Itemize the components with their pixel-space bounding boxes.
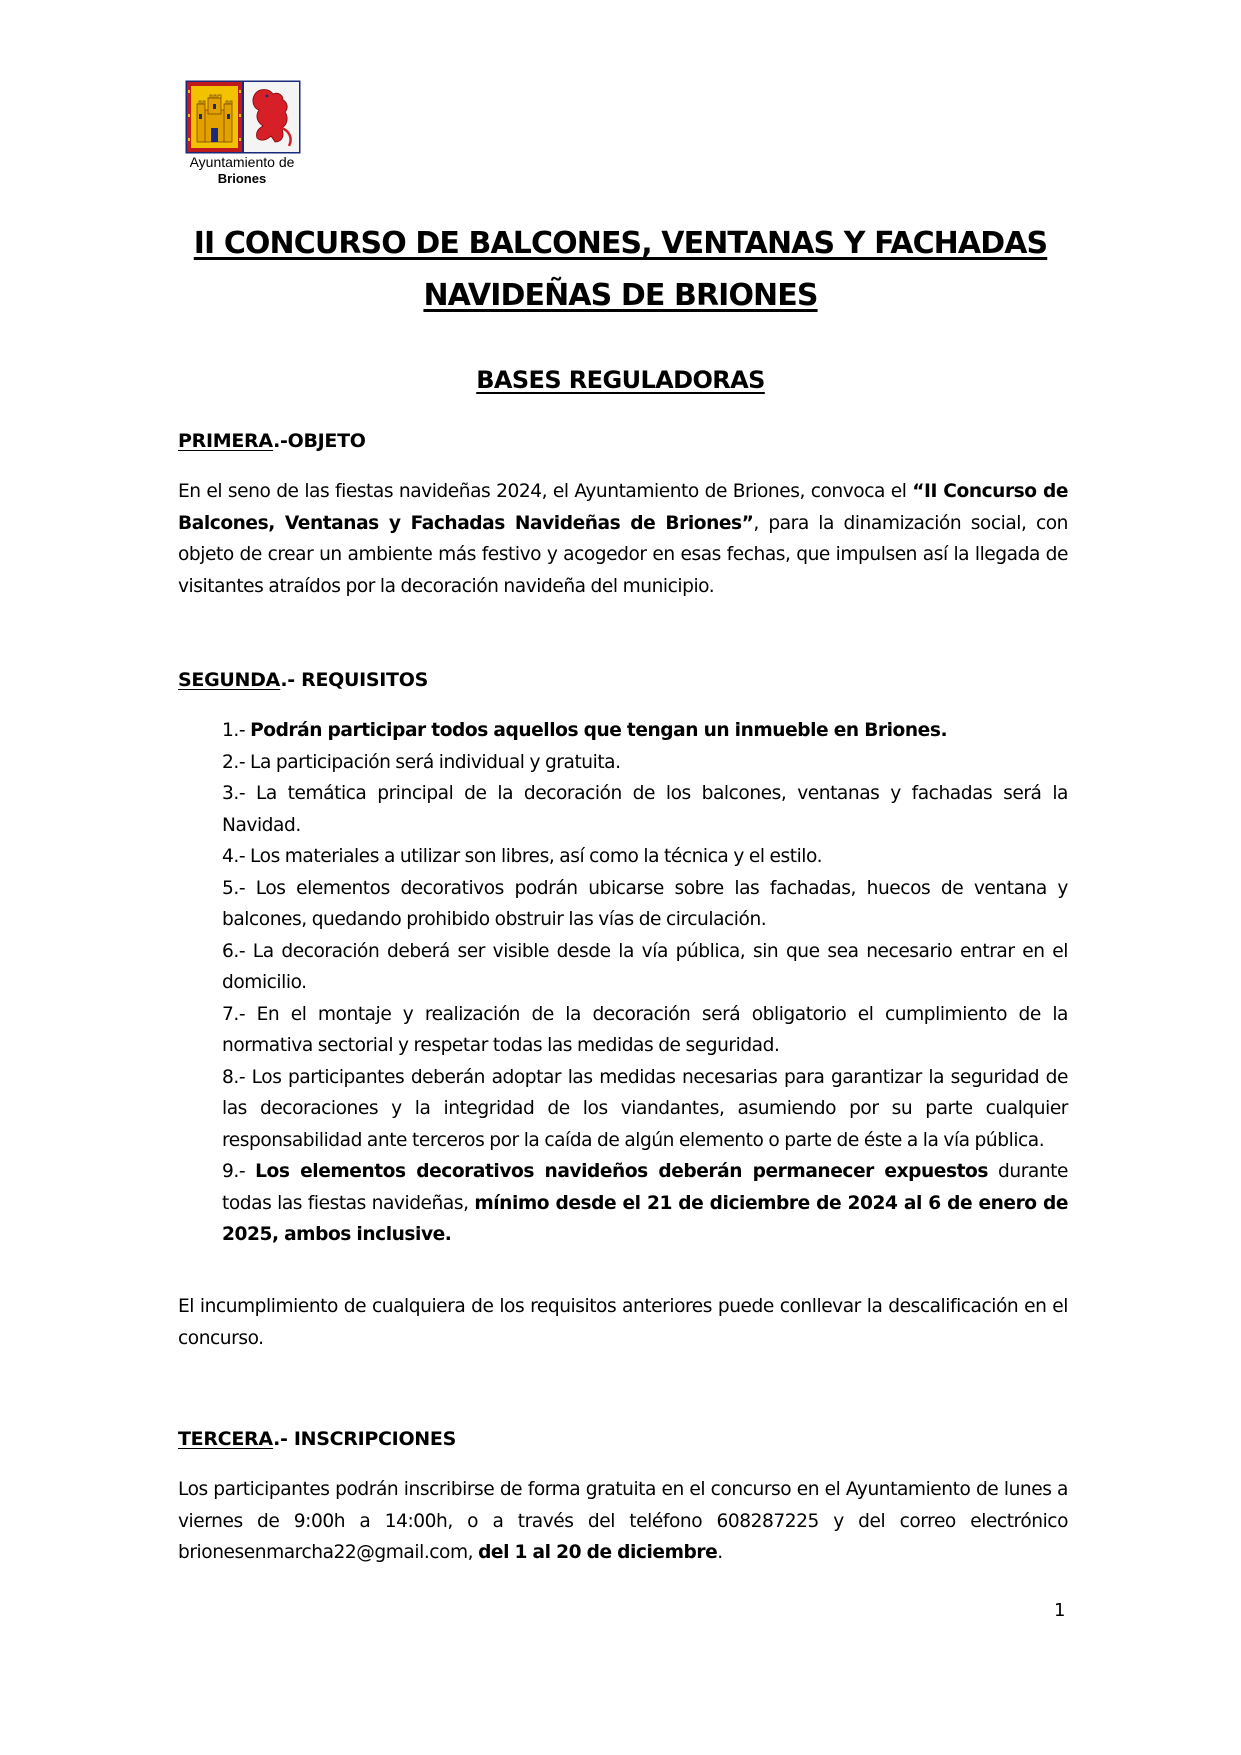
list-item: 5.- Los elementos decorativos podrán ubicarse sobre las fachadas, huecos de ventana y balcones, quedando prohibido obstruir las vías de circulación.: [222, 877, 1068, 930]
section-heading-ordinal: TERCERA: [178, 1428, 274, 1450]
section-heading-tercera: [178, 1428, 456, 1450]
item-number: 1.-: [222, 720, 251, 741]
section-heading-topic: .- REQUISITOS: [280, 669, 428, 691]
list-item: [222, 715, 1068, 747]
list-item: 2.- La participación será individual y gratuita.: [222, 751, 621, 773]
list-item: [222, 1156, 1068, 1251]
section-heading-topic: .-OBJETO: [273, 430, 366, 452]
paragraph-text: En el seno de las fiestas navideñas 2024, el Ayuntamiento de Briones, convoca el: [178, 481, 913, 502]
list-item: 4.- Los materiales a utilizar son libres, así como la técnica y el estilo.: [222, 846, 823, 867]
section-heading-ordinal: PRIMERA: [178, 430, 274, 452]
item-text-bold: mínimo desde el 21 de diciembre de 2024 al 6 de enero de 2025, ambos inclusive.: [222, 1192, 1068, 1245]
document-subtitle: BASES REGULADORAS: [476, 366, 765, 394]
item-text-bold: Podrán participar todos aquellos que tengan un inmueble en Briones.: [250, 720, 948, 741]
logo-org-line-2: Briones: [217, 171, 267, 186]
document-title-line-1: II CONCURSO DE BALCONES, VENTANAS Y FACHADAS: [193, 226, 1048, 261]
document-title-line-2: NAVIDEÑAS DE BRIONES: [423, 278, 818, 313]
requirements-closing-paragraph: El incumplimiento de cualquiera de los requisitos anteriores puede conllevar la descalificación en el concurso.: [178, 1296, 1068, 1349]
section-heading-ordinal: SEGUNDA: [178, 669, 281, 691]
section-heading-segunda: [178, 669, 428, 691]
section-heading-primera: [178, 430, 366, 452]
section-primera-paragraph: [178, 476, 1068, 602]
coat-of-arms-icon: [185, 80, 301, 154]
list-item: 6.- La decoración deberá ser visible desde la vía pública, sin que sea necesario entrar en el domicilio.: [222, 940, 1068, 993]
item-text: durante todas las fiestas navideñas,: [222, 1161, 1068, 1214]
item-number: 9.-: [222, 1161, 256, 1182]
item-text-bold: Los elementos decorativos navideños deberán permanecer expuestos: [255, 1161, 988, 1182]
list-item: 7.- En el montaje y realización de la decoración será obligatorio el cumplimiento de la normativa sectorial y respetar todas las medidas de seguridad.: [222, 1003, 1068, 1056]
list-item: 3.- La temática principal de la decoración de los balcones, ventanas y fachadas será la Navidad.: [222, 783, 1068, 836]
registration-dates-bold: del 1 al 20 de diciembre: [478, 1542, 718, 1563]
paragraph-text: , para la dinamización social, con objeto de crear un ambiente más festivo y acogedor en esas fechas, que impulsen así la llegada de visitantes atraídos por la decoración navideña del municipio.: [178, 512, 1068, 597]
logo-org-line-1: Ayuntamiento de: [189, 154, 295, 170]
requirements-list: [222, 715, 1068, 1251]
list-item: 8.- Los participantes deberán adoptar las medidas necesarias para garantizar la seguridad de las decoraciones y la integridad de los viandantes, asumiendo por su parte cualquier responsabilidad ante terceros por la caída de algún elemento o parte de éste a la vía pública.: [222, 1066, 1068, 1151]
briones-coat-of-arms-logo: [178, 76, 306, 188]
contest-name-bold: “II Concurso de Balcones, Ventanas y Fachadas Navideñas de Briones”: [178, 481, 1068, 534]
section-heading-topic: .- INSCRIPCIONES: [273, 1428, 456, 1450]
section-tercera-paragraph: [178, 1474, 1068, 1569]
paragraph-text: .: [717, 1542, 723, 1563]
paragraph-text: Los participantes podrán inscribirse de forma gratuita en el concurso en el Ayuntamiento de lunes a viernes de 9:00h a 14:00h, o a través del teléfono 608287225 y del correo electrónico brionesenmarcha22@gmail.com,: [178, 1479, 1068, 1563]
page-number: 1: [1054, 1600, 1066, 1621]
